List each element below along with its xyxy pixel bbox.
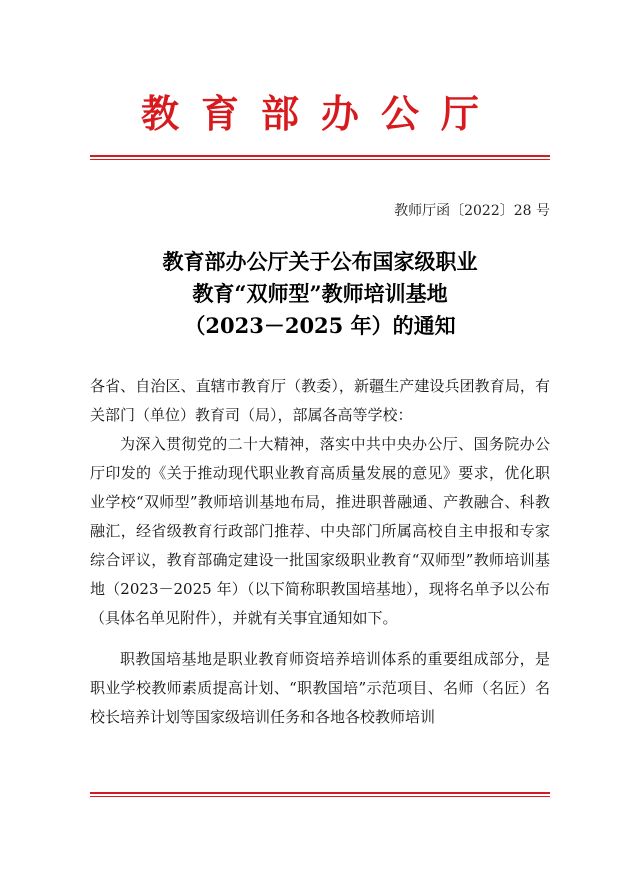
title-line: （2023－2025 年）的通知: [184, 313, 456, 338]
title-line: 教育“双师型”教师培训基地: [192, 281, 448, 306]
salutation: 各省、自治区、直辖市教育厅（教委），新疆生产建设兵团教育局，有关部门（单位）教育司（局），部属各高等学校：: [90, 377, 550, 424]
footer-red-rule: [90, 792, 550, 794]
footer-red-rule-thin: [90, 796, 550, 797]
org-header-title: 教育部办公厅: [140, 91, 501, 136]
body-paragraph: 职教国培基地是职业教育师资培养培训体系的重要组成部分，是职业学校教师素质提高计划、“职教国培”示范项目、名师（名匠）名校长培养计划等国家级培训任务和各地各校教师培训: [90, 650, 550, 726]
header-red-rule: [90, 155, 550, 157]
body-paragraph: 为深入贯彻党的二十大精神，落实中共中央办公厅、国务院办公厅印发的《关于推动现代职业教育高质量发展的意见》要求，优化职业学校“双师型”教师培训基地布局，推进职普融通、产教融合、科教融汇，经省级教育行政部门推荐、中央部门所属高校自主申报和专家综合评议，教育部确定建设一批国家级职业教育“双师型”教师培训基地（2023－2025 年）（以下简称职教国培基地），现将名单予以公布（具体名单见附件），并就有关事宜通知如下。: [90, 435, 550, 627]
header-red-rule-thin: [90, 159, 550, 160]
document-number: 教师厅函〔2022〕28 号: [394, 203, 550, 219]
title-line: 教育部办公厅关于公布国家级职业: [162, 249, 478, 274]
document-title: [90, 246, 550, 342]
document-body: [90, 372, 550, 732]
